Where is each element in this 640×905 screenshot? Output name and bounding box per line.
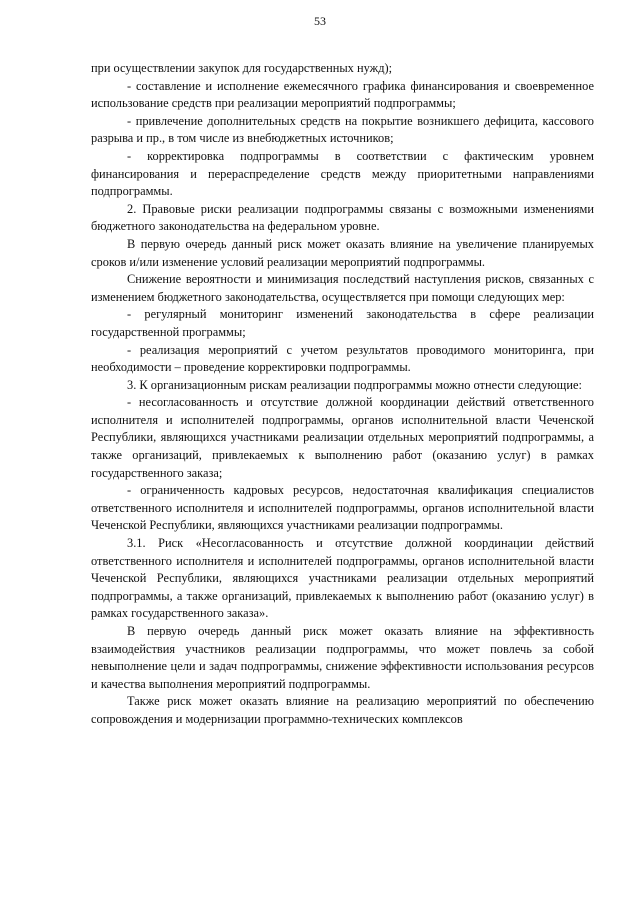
paragraph: Также риск может оказать влияние на реализацию мероприятий по обеспечению сопровождения и модернизации программно-технических комплексов <box>91 694 594 726</box>
list-item: - ограниченность кадровых ресурсов, недостаточная квалификация специалистов ответственного исполнителя и исполнителей подпрограммы, органов исполнительной власти Чеченской Республики, являющихся участниками реализации подпрограммы. <box>91 483 594 533</box>
list-item: - несогласованность и отсутствие должной координации действий ответственного исполнителя и исполнителей подпрограммы, органов исполнительной власти Чеченской Республики, являющихся участниками реализации отдельных мероприятий подпрограммы, а также организаций, привлекаемых к выполнению работ (оказанию услуг) в рамках государственного заказа; <box>91 395 594 480</box>
paragraph: при осуществлении закупок для государственных нужд); <box>91 61 393 75</box>
list-item: - корректировка подпрограммы в соответствии с фактическим уровнем финансирования и перераспределение средств между приоритетными направлениями подпрограммы. <box>91 148 594 199</box>
list-item: - составление и исполнение ежемесячного графика финансирования и своевременное использование средств при реализации мероприятий подпрограммы; <box>91 78 594 111</box>
paragraph: В первую очередь данный риск может оказать влияние на эффективность взаимодействия участников реализации подпрограммы, что может повлечь за собой невыполнение цели и задач подпрограммы, снижение эффективности использования ресурсов и качества выполнения мероприятий подпрограммы. <box>91 624 594 691</box>
paragraph: 2. Правовые риски реализации подпрограммы связаны с возможными изменениями бюджетного законодательства на федеральном уровне. <box>91 201 594 234</box>
document-body <box>91 60 594 729</box>
paragraph: Снижение вероятности и минимизация последствий наступления рисков, связанных с изменением бюджетного законодательства, осуществляется при помощи следующих мер: <box>91 272 594 304</box>
list-item: - привлечение дополнительных средств на покрытие возникшего дефицита, кассового разрыва и пр., в том числе из внебюджетных источников; <box>91 113 594 146</box>
paragraph: В первую очередь данный риск может оказать влияние на увеличение планируемых сроков и/или изменение условий реализации мероприятий подпрограммы. <box>91 236 594 269</box>
paragraph: 3. К организационным рискам реализации подпрограммы можно отнести следующие: <box>127 377 582 392</box>
page-number: 53 <box>314 14 326 28</box>
list-item: - регулярный мониторинг изменений законодательства в сфере реализации государственной программы; <box>91 307 594 339</box>
paragraph: 3.1. Риск «Несогласованность и отсутствие должной координации действий ответственного исполнителя и исполнителей подпрограммы, органов исполнительной власти Чеченской Республики, являющихся участниками реализации отдельных мероприятий подпрограммы, а также организаций, привлекаемых к выполнению работ (оказанию услуг) в рамках государственного заказа». <box>91 536 594 621</box>
list-item: - реализация мероприятий с учетом результатов проводимого мониторинга, при необходимости – проведение корректировки подпрограммы. <box>91 342 594 375</box>
